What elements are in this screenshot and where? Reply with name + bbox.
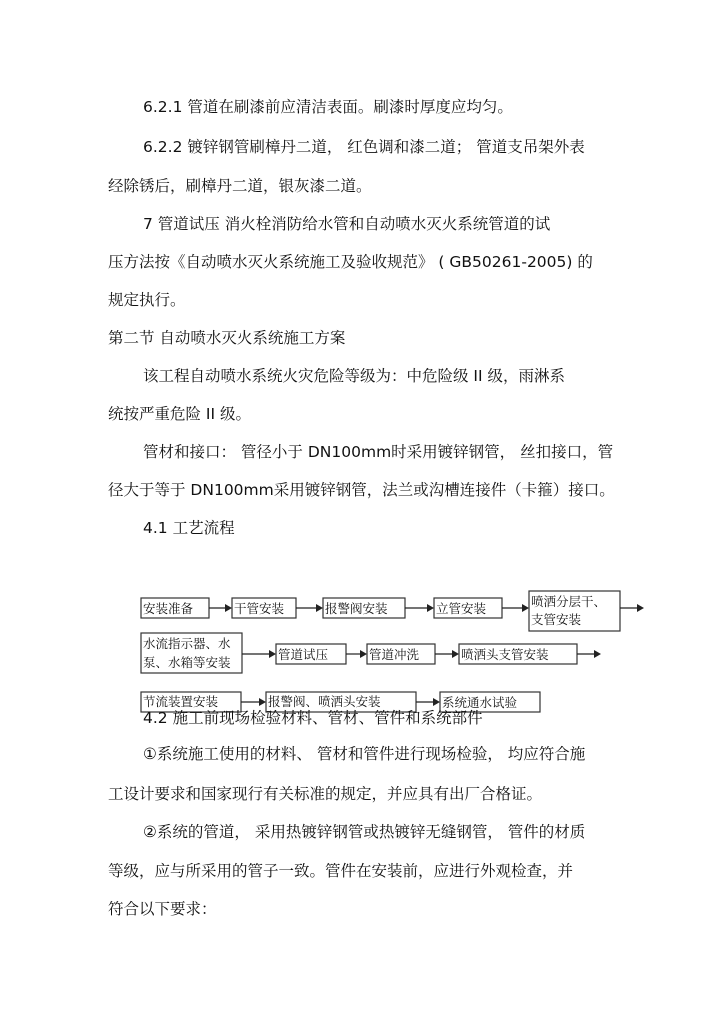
text-line-pipe-material-cont: 径大于等于 DN100mm采用镀锌钢管，法兰或沟槽连接件（卡箍）接口。	[108, 481, 615, 499]
subsection-4-1: 4.1 工艺流程	[143, 519, 235, 537]
flow-text-sprinkler-branch-1: 喷洒分层干、	[531, 594, 607, 609]
text-line-item-1-cont: 工设计要求和国家现行有关标准的规定，并应具有出厂合格证。	[108, 785, 543, 803]
section-heading: 第二节 自动喷水灭火系统施工方案	[108, 329, 346, 347]
flow-text-alarm-valve: 报警阀安装	[325, 601, 388, 616]
flow-text-water-test: 系统通水试验	[442, 695, 518, 710]
text-line-hazard-level-cont: 统按严重危险 II 级。	[108, 405, 251, 423]
text-line-item-2-end: 符合以下要求：	[108, 900, 217, 918]
flow-text-main-pipe: 干管安装	[234, 601, 285, 616]
text-line-pressure-test-end: 规定执行。	[108, 291, 186, 309]
text-line-6-2-2: 6.2.2 镀锌钢管刷樟丹二道， 红色调和漆二道； 管道支吊架外表	[143, 138, 585, 156]
text-line-pressure-test: 7 管道试压 消火栓消防给水管和自动喷水灭火系统管道的试	[143, 215, 551, 233]
flow-text-flow-indicator-2: 泵、水箱等安装	[143, 655, 231, 670]
text-line-6-2-2-cont: 经除锈后，刷樟丹二道，银灰漆二道。	[108, 177, 372, 195]
text-line-item-1: ①系统施工使用的材料、 管材和管件进行现场检验， 均应符合施	[143, 745, 586, 763]
text-line-pressure-test-cont: 压方法按《自动喷水灭火系统施工及验收规范》 ( GB50261-2005) 的	[108, 253, 593, 271]
flow-text-throttle-device: 节流装置安装	[143, 694, 219, 709]
flow-text-sprinkler-branch-2: 支管安装	[531, 612, 582, 627]
flow-text-alarm-sprinkler: 报警阀、喷洒头安装	[268, 694, 381, 709]
flow-text-sprinkler-head-branch: 喷洒头支管安装	[461, 647, 549, 662]
text-line-item-2-cont: 等级，应与所采用的管子一致。管件在安装前，应进行外观检查，并	[108, 862, 574, 880]
flow-text-pressure-test: 管道试压	[278, 647, 329, 662]
text-line-hazard-level: 该工程自动喷水系统火灾危险等级为：中危险级 II 级，雨淋系	[143, 367, 565, 385]
text-line-item-2: ②系统的管道， 采用热镀锌钢管或热镀锌无缝钢管， 管件的材质	[143, 823, 586, 841]
subsection-4-2: 4.2 施工前现场检验材料、管材、管件和系统部件	[143, 709, 483, 727]
text-line-pipe-material: 管材和接口： 管径小于 DN100mm时采用镀锌钢管， 丝扣接口，管	[143, 443, 614, 461]
flow-text-riser: 立管安装	[436, 601, 487, 616]
flow-text-flow-indicator-1: 水流指示器、水	[143, 636, 231, 651]
flow-text-flushing: 管道冲洗	[369, 647, 420, 662]
text-line-6-2-1: 6.2.1 管道在刷漆前应清洁表面。刷漆时厚度应均匀。	[143, 98, 513, 116]
flow-text-install-prep: 安装准备	[143, 601, 194, 616]
